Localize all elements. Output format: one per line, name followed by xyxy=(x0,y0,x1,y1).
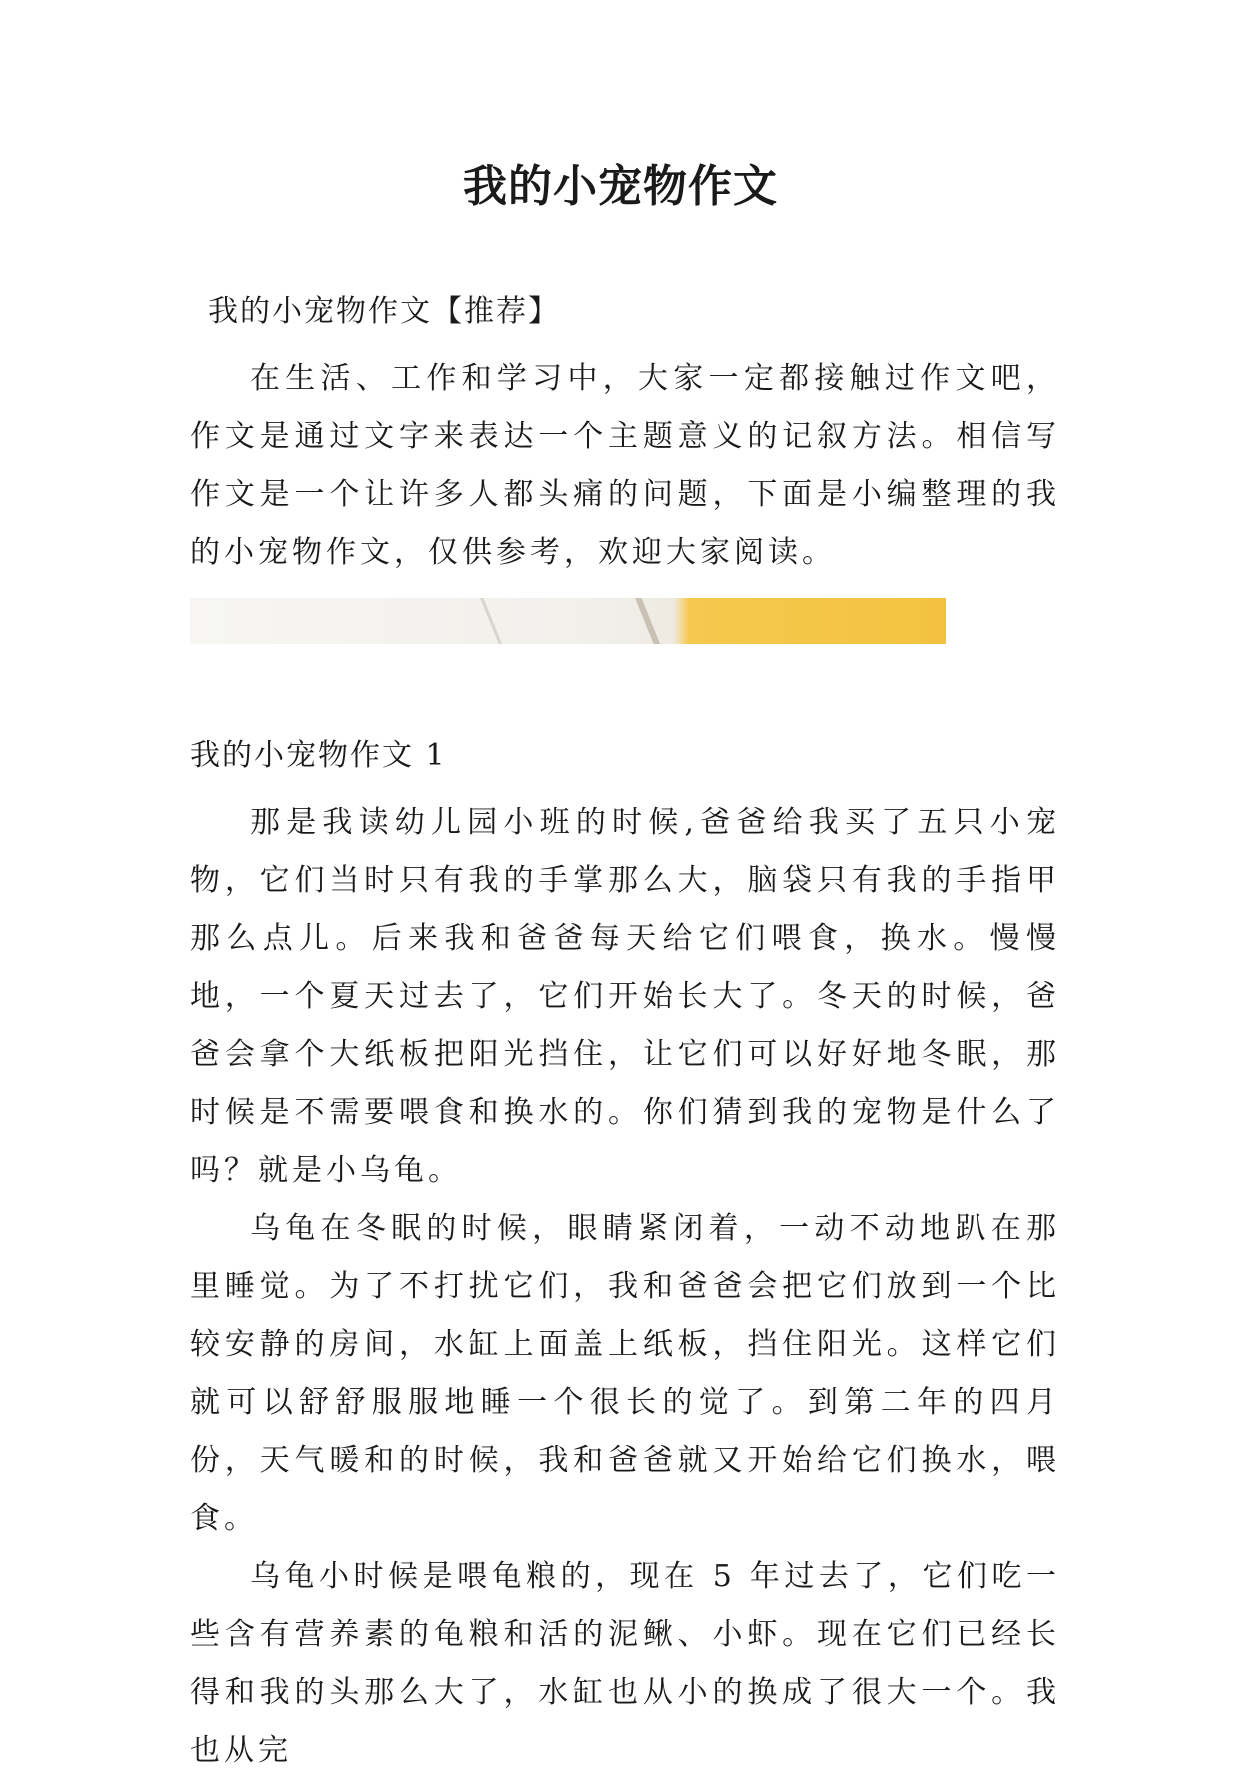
body-paragraph: 乌龟在冬眠的时候，眼睛紧闭着，一动不动地趴在那里睡觉。为了不打扰它们，我和爸爸会把它们放到一个比较安静的房间，水缸上面盖上纸板，挡住阳光。这样它们就可以舒舒服服地睡一个很长的觉了。到第二年的四月份，天气暖和的时候，我和爸爸就又开始给它们换水，喂食。 xyxy=(190,1211,1060,1536)
intro-paragraph: 在生活、工作和学习中，大家一定都接触过作文吧，作文是通过文字来表达一个主题意义的记叙方法。相信写作文是一个让许多人都头痛的问题，下面是小编整理的我的小宠物作文，仅供参考，欢迎大家阅读。 xyxy=(190,361,1060,570)
document-body xyxy=(190,292,1060,1780)
body-paragraph: 乌龟小时候是喂龟粮的，现在 5 年过去了，它们吃一些含有营养素的龟粮和活的泥鳅、小虾。现在它们已经长得和我的头那么大了，水缸也从小的换成了很大一个。我也从完 xyxy=(190,1559,1060,1768)
banner-decoration xyxy=(634,598,662,644)
document-title: 我的小宠物作文 xyxy=(463,161,778,212)
document-subtitle: 我的小宠物作文【推荐】 xyxy=(208,294,560,329)
body-paragraph: 那是我读幼儿园小班的时候,爸爸给我买了五只小宠物，它们当时只有我的手掌那么大，脑袋只有我的手指甲那么点儿。后来我和爸爸每天给它们喂食，换水。慢慢地，一个夏天过去了，它们开始长大了。冬天的时候，爸爸会拿个大纸板把阳光挡住，让它们可以好好地冬眠，那时候是不需要喂食和换水的。你们猜到我的宠物是什么了吗？就是小乌龟。 xyxy=(190,805,1060,1188)
banner-image xyxy=(190,598,946,644)
banner-decoration xyxy=(479,598,504,644)
section-heading: 我的小宠物作文 1 xyxy=(190,738,447,773)
